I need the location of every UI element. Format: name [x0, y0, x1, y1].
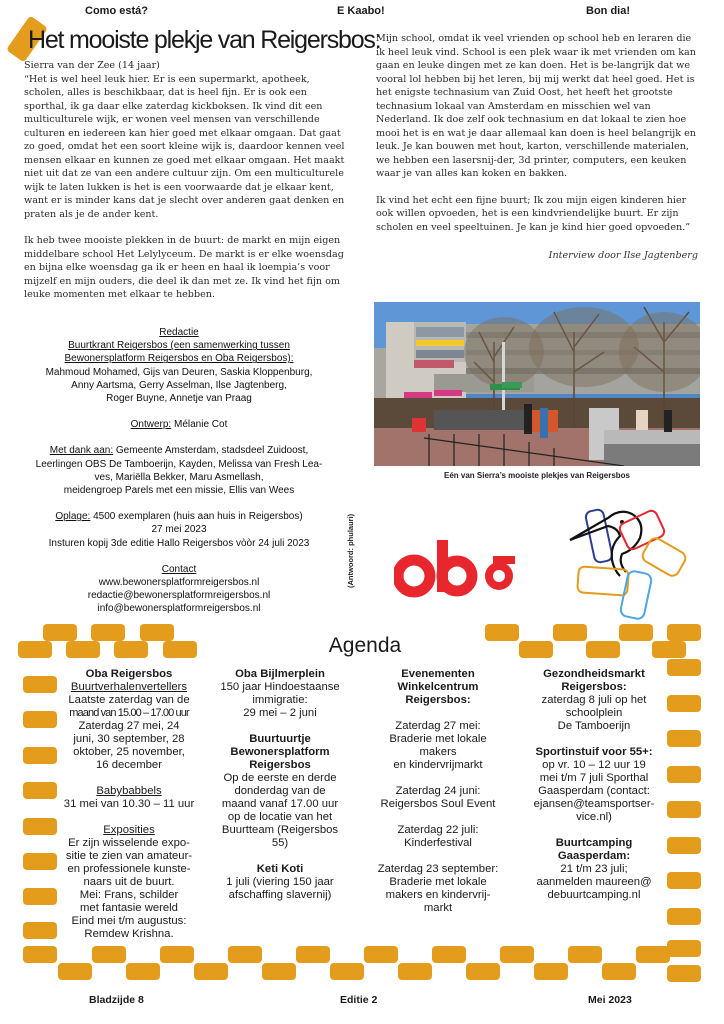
- redactie-label: Redactie: [159, 327, 199, 338]
- agenda-line: 16 december: [96, 759, 162, 771]
- border-tile: [23, 853, 57, 870]
- ontwerp-label: Ontwerp:: [130, 419, 172, 431]
- agenda-heading: Reigersbos:: [561, 681, 627, 693]
- redactie-names: Mahmoud Mohamed, Gijs van Deuren, Saskia Kloppenburg,: [45, 366, 313, 378]
- border-tile: [23, 818, 57, 835]
- agenda-column-evenementen: [363, 668, 513, 915]
- agenda-line: 31 mei van 10.30 – 11 uur: [63, 798, 195, 810]
- dank-label: Met dank aan:: [49, 445, 114, 457]
- border-tile: [66, 641, 100, 658]
- agenda-line: Er zijn wisselende expo-: [68, 837, 190, 849]
- redactie-names: Roger Buyne, Annetje van Praag: [106, 393, 252, 405]
- agenda-line: Gaasperdam (contact:: [538, 785, 650, 797]
- border-tile: [667, 659, 701, 676]
- agenda-line: Reigersbos Soul Event: [380, 798, 496, 810]
- border-tile: [534, 963, 568, 980]
- colophon-date: 27 mei 2023: [151, 524, 207, 536]
- agenda-line: Braderie met lokale: [389, 733, 487, 745]
- oba-logo-graphic: [394, 518, 534, 598]
- greeting-right: Bon dia!: [586, 5, 630, 17]
- agenda-subheading: Exposities: [103, 824, 155, 836]
- border-tile: [262, 963, 296, 980]
- agenda-line: afschaffing slavernij): [228, 889, 332, 901]
- agenda-email-link[interactable]: debuurtcamping.nl: [547, 889, 641, 901]
- colophon-contact: [22, 563, 336, 616]
- agenda-line: makers en kindervrij-: [385, 889, 491, 901]
- agenda-heading: Keti Koti: [256, 863, 304, 875]
- oba-logo: [394, 518, 534, 598]
- border-tile: [667, 695, 701, 712]
- agenda-line: Kinderfestival: [404, 837, 472, 849]
- agenda-line: vice.nl): [576, 811, 612, 823]
- agenda-line: juni, 30 september, 28: [73, 733, 185, 745]
- border-tile: [432, 946, 466, 963]
- border-tile: [667, 801, 701, 818]
- agenda-subheading: Buurtverhalenvertellers: [70, 681, 188, 693]
- border-tile: [519, 641, 553, 658]
- border-tile: [667, 908, 701, 925]
- agenda-line: en professionele kunste-: [67, 863, 191, 875]
- article-paragraph: Ik heb twee mooiste plekken in de buurt: de markt en mijn eigen middelbare school Het Lelylyceum. De markt is er elke woensdag en bijna elke woensdag ga ik er heen en haal ik loempia’s voor mijzelf en mijn ouders, die deel ik dan met ze. Ik vind het fijn om leuke momenten met elkaar te hebben.: [24, 235, 344, 300]
- heron-logo-graphic: [560, 488, 700, 623]
- border-tile: [500, 946, 534, 963]
- border-tile: [667, 940, 701, 957]
- agenda-email-link[interactable]: aanmelden maureen@: [536, 876, 652, 888]
- border-tile: [667, 965, 701, 982]
- border-tile: [485, 624, 519, 641]
- border-tile: [163, 641, 197, 658]
- colophon-oplage: [22, 510, 336, 550]
- article-title: Het mooiste plekje van Reigersbos:: [28, 26, 381, 54]
- agenda-line: 21 t/m 23 juli;: [560, 863, 628, 875]
- border-tile: [466, 963, 500, 980]
- footer-page-number: Bladzijde 8: [89, 994, 144, 1006]
- agenda-line: Zaterdag 24 juni:: [395, 785, 481, 797]
- dank-value: Leerlingen OBS De Tamboerijn, Kayden, Melissa van Fresh Lea-: [35, 458, 323, 470]
- colophon-dank: [22, 444, 336, 497]
- border-tile: [23, 888, 57, 905]
- agenda-line: Remdew Krishna.: [84, 928, 174, 940]
- border-tile: [23, 922, 57, 939]
- article-right-column: [376, 32, 696, 263]
- border-tile: [23, 711, 57, 728]
- dank-value: Gemeente Amsterdam, stadsdeel Zuidoost,: [113, 445, 309, 457]
- agenda-heading: Buurtcamping: [555, 837, 633, 849]
- agenda-line: oktober, 25 november,: [73, 746, 185, 758]
- agenda-line: Zaterdag 27 mei, 24: [78, 720, 180, 732]
- agenda-heading: Winkelcentrum: [397, 681, 479, 693]
- agenda-heading: Reigersbos:: [405, 694, 471, 706]
- agenda-heading: Evenementen: [401, 668, 475, 680]
- greeting-left: Como está?: [85, 5, 148, 17]
- agenda-column-gezondheidsmarkt: [520, 668, 668, 902]
- agenda-heading: Buurtuurtje: [249, 733, 311, 745]
- border-tile: [18, 641, 52, 658]
- border-tile: [23, 676, 57, 693]
- agenda-heading: Bewonersplatform: [230, 746, 330, 758]
- agenda-heading: Gezondheidsmarkt: [543, 668, 645, 680]
- agenda-line: De Tamboerijn: [557, 720, 631, 732]
- contact-email-link[interactable]: info@bewonersplatformreigersbos.nl: [97, 603, 261, 615]
- border-tile: [114, 641, 148, 658]
- border-tile: [58, 963, 92, 980]
- agenda-line: Op de eerste en derde: [223, 772, 337, 784]
- oplage-value: 4500 exemplaren (huis aan huis in Reigersbos): [90, 511, 303, 523]
- border-tile: [23, 946, 57, 963]
- agenda-line: 55): [271, 837, 289, 849]
- agenda-line: op de locatie van het: [227, 811, 333, 823]
- agenda-email-link[interactable]: ejansen@teamsportser-: [533, 798, 655, 810]
- agenda-line: Zaterdag 22 juli:: [397, 824, 479, 836]
- agenda-line: Eind mei t/m augustus:: [71, 915, 187, 927]
- agenda-line: mei t/m 7 juli Sporthal: [539, 772, 649, 784]
- border-tile: [667, 766, 701, 783]
- border-tile: [91, 624, 125, 641]
- ontwerp-value: Mélanie Cot: [171, 419, 228, 431]
- contact-website-link[interactable]: www.bewonersplatformreigersbos.nl: [98, 577, 260, 589]
- agenda-line: Buurtteam (Reigersbos: [221, 824, 339, 836]
- agenda-line: schoolplein: [565, 707, 623, 719]
- border-tile: [636, 946, 670, 963]
- answer-note-text: (Antwoord: phulauri): [346, 513, 355, 588]
- border-tile: [667, 624, 701, 641]
- agenda-line: markt: [423, 902, 453, 914]
- agenda-line: maand van 15.00 – 17.00 uur: [69, 707, 189, 719]
- agenda-line: immigratie:: [252, 694, 308, 706]
- agenda-line: donderdag van de: [234, 785, 326, 797]
- article-paragraph: “Het is wel heel leuk hier. Er is een supermarkt, apotheek, scholen, alles is beschikbaar, dat is heel fijn. Er is ook een sporthal, ik ga daar elke zaterdag kickboksen. Ik vind dit een multiculturele wijk, er wonen veel mensen van verschillende culturen en iedereen kan hier goed met elkaar omgaan. Dat gaat zo goed, omdat het een soort kleine wijk is, daardoor kennen veel mensen elkaar en kunnen ze goed met elkaar omgaan. Het maakt niet uit dat ze van een andere cultuur zijn. Om een multiculturele wijk te laten lukken is het is een voorwaarde dat je elkaar kent, want er is minder kans dat je slecht over anderen gaat denken en praten als je de ander kent.: [24, 73, 345, 220]
- photo-illustration: [374, 302, 700, 466]
- dank-value: meidengroep Parels met een missie, Ellis van Wees: [63, 485, 295, 497]
- agenda-line: met fantasie wereld: [80, 902, 178, 914]
- agenda-subheading: Babybabbels: [96, 785, 162, 797]
- agenda-heading: Sportinstuif voor 55+:: [535, 746, 653, 758]
- agenda-line: 1 juli (viering 150 jaar: [226, 876, 334, 888]
- border-tile: [92, 946, 126, 963]
- agenda-line: 29 mei – 2 juni: [243, 707, 317, 719]
- colophon-ontwerp: [22, 418, 336, 431]
- agenda-line: sitie te zien van amateur-: [65, 850, 193, 862]
- border-tile: [667, 730, 701, 747]
- agenda-line: Zaterdag 23 september:: [377, 863, 499, 875]
- border-tile: [330, 963, 364, 980]
- border-tile: [296, 946, 330, 963]
- photo-reigersbos-square: [374, 302, 700, 466]
- border-tile: [160, 946, 194, 963]
- agenda-line: en kindervrijmarkt: [393, 759, 483, 771]
- article-byline: Sierra van der Zee (14 jaar): [24, 60, 160, 71]
- colophon: [22, 326, 336, 616]
- agenda-column-oba-bijlmerplein: [210, 668, 350, 902]
- border-tile: [568, 946, 602, 963]
- border-tile: [602, 963, 636, 980]
- dank-value: ves, Mariëlla Bekker, Maru Asmellash,: [94, 471, 264, 483]
- border-tile: [553, 624, 587, 641]
- border-tile: [652, 641, 686, 658]
- border-tile: [194, 963, 228, 980]
- agenda-title: Agenda: [328, 634, 402, 657]
- border-tile: [43, 624, 77, 641]
- contact-email-link[interactable]: redactie@bewonersplatformreigersbos.nl: [87, 590, 271, 602]
- border-tile: [126, 963, 160, 980]
- agenda-line: naars uit de buurt.: [83, 876, 175, 888]
- agenda-line: makers: [419, 746, 457, 758]
- contact-label: Contact: [161, 563, 197, 575]
- article-paragraph: Mijn school, omdat ik veel vrienden op school heb en leraren die ik heel leuk vind. School is een plek waar ik met vrienden om kan gaan en leuke dingen met ze kan doen. Het is be-langrijk dat we vooral lol hebben bij het leren, bij mij werkt dat heel goed. Het is het enigste technasium van Zuid Oost, het heeft het grootste technasium lokaal van Amsterdam en misschien wel van Nederland. Ik doe zelf ook technasium en dat lokaal te zien hoe mooi het is en wat je daar allemaal kan doen is heel belangrijk en leuk. Je kan bouwen met hout, karton, verschillende materialen, we hebben een lasersnij-der, 3d printer, computers, een keuken waar je van alles kan koken en bakken.: [376, 33, 696, 179]
- border-tile: [140, 624, 174, 641]
- border-tile: [398, 963, 432, 980]
- article-credit: Interview door Ilse Jagtenberg: [548, 250, 698, 261]
- redactie-sub: Bewonersplatform Reigersbos en Oba Reigersbos):: [64, 353, 294, 365]
- agenda-heading: Reigersbos: [249, 759, 311, 771]
- border-tile: [667, 872, 701, 889]
- agenda-column-oba-reigersbos: [62, 668, 196, 941]
- border-tile: [619, 624, 653, 641]
- border-tile: [586, 641, 620, 658]
- agenda-line: Braderie met lokale: [389, 876, 487, 888]
- agenda-line: Laatste zaterdag van de: [68, 694, 190, 706]
- border-tile: [23, 782, 57, 799]
- agenda-heading: Oba Reigersbos: [85, 668, 173, 680]
- border-tile: [23, 747, 57, 764]
- redactie-sub: Buurtkrant Reigersbos (een samenwerking tussen: [68, 340, 290, 352]
- footer-edition: Editie 2: [340, 994, 378, 1006]
- border-tile: [364, 946, 398, 963]
- photo-caption: Eén van Sierra’s mooiste plekjes van Reigersbos: [443, 471, 630, 480]
- agenda-heading: Gaasperdam:: [557, 850, 631, 862]
- heron-logo: [560, 488, 700, 623]
- border-tile: [228, 946, 262, 963]
- oplage-label: Oplage:: [55, 511, 91, 523]
- greeting-center: E Kaabo!: [337, 5, 385, 17]
- colophon-redactie: [22, 326, 336, 405]
- article-left-column: [24, 59, 346, 302]
- footer-date: Mei 2023: [588, 994, 632, 1006]
- agenda-line: Mei: Frans, schilder: [79, 889, 179, 901]
- agenda-line: maand vanaf 17.00 uur: [221, 798, 339, 810]
- redactie-names: Anny Aartsma, Gerry Asselman, Ilse Jagtenberg,: [71, 379, 287, 391]
- colophon-insturen: Insturen kopij 3de editie Hallo Reigersbos vòòr 24 juli 2023: [48, 537, 310, 549]
- agenda-heading: Oba Bijlmerplein: [235, 668, 325, 680]
- agenda-line: 150 jaar Hindoestaanse: [220, 681, 340, 693]
- answer-note: [346, 488, 358, 588]
- agenda-line: op vr. 10 – 12 uur 19: [542, 759, 646, 771]
- agenda-line: Zaterdag 27 mei:: [395, 720, 481, 732]
- border-tile: [667, 837, 701, 854]
- agenda-line: zaterdag 8 juli op het: [541, 694, 647, 706]
- article-paragraph: Ik vind het echt een fijne buurt; Ik zou mijn eigen kinderen hier ook willen opvoeden, het is een kindvriendelijke buurt. Er zijn scholen en veel speeltuinen. Je kan je kind hier goed opvoeden.”: [376, 194, 691, 233]
